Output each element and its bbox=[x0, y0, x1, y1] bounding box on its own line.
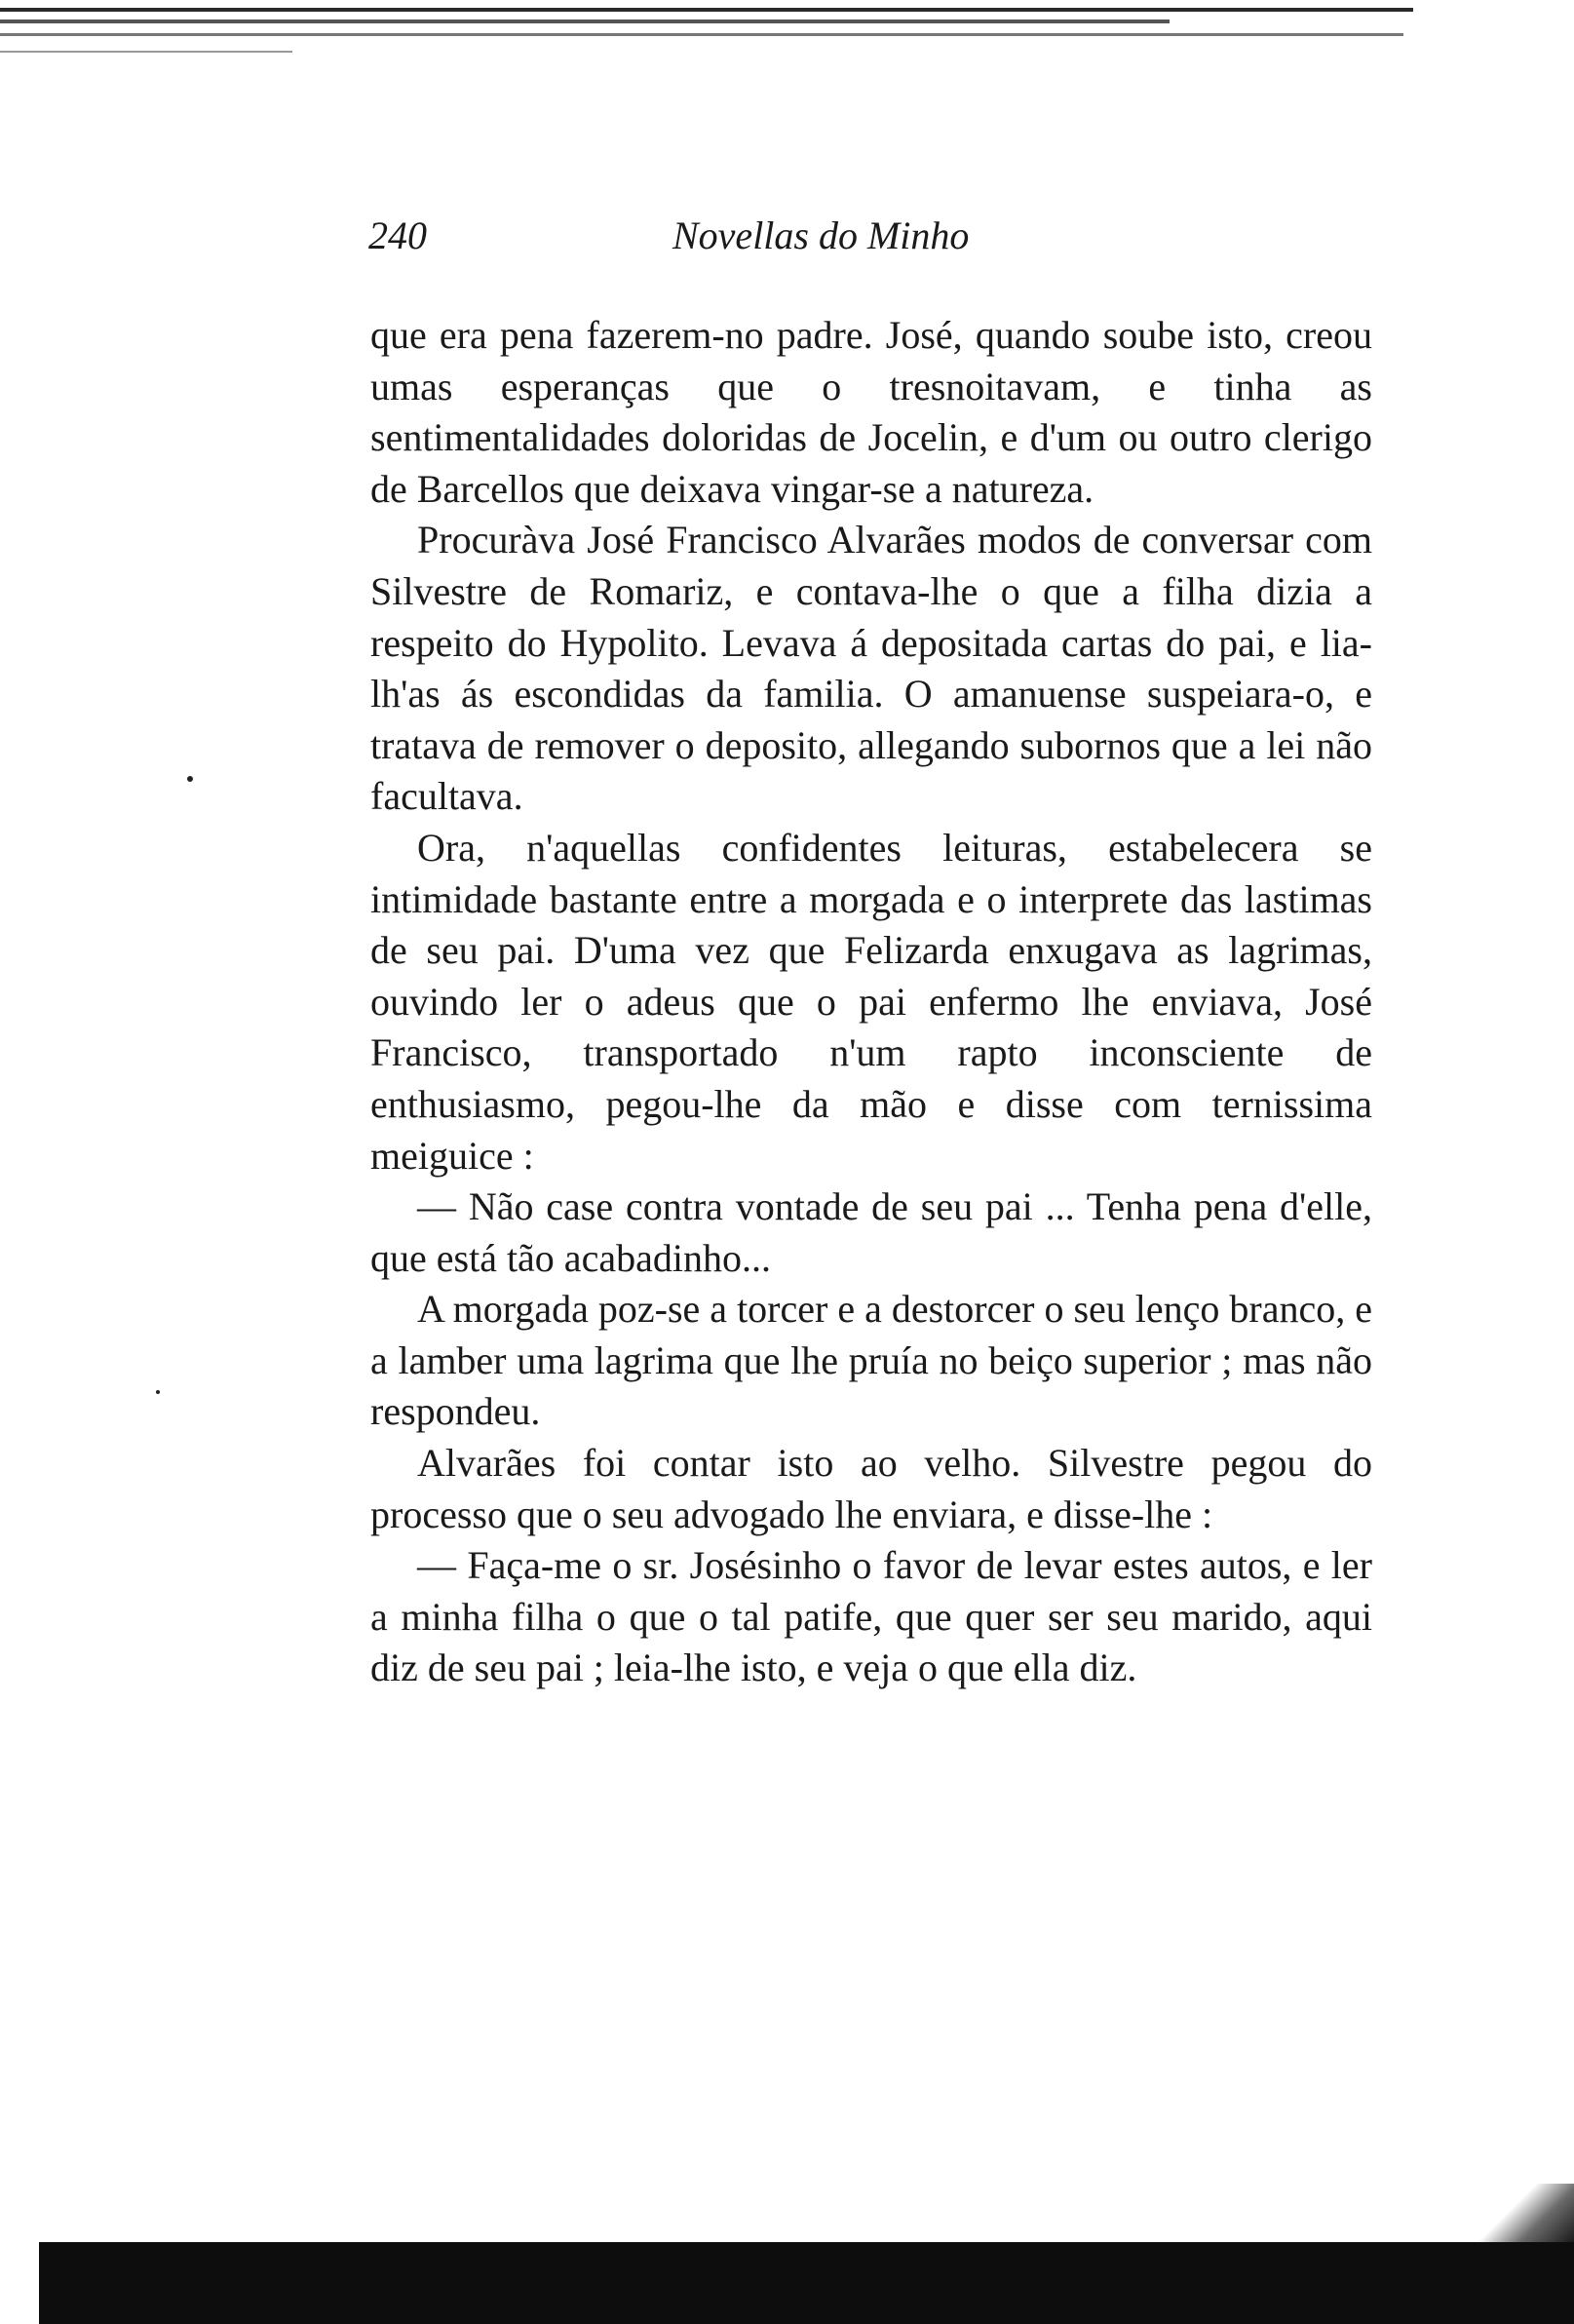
book-title: Novellas do Minho bbox=[672, 213, 970, 257]
scan-edge-top bbox=[0, 0, 1574, 68]
paragraph-1: que era pena fazerem-no padre. José, quando soube isto, creou umas esperanças que o tresnoitavam, e tinha as sentimentalidades doloridas de Jocelin, e d'um ou outro clerigo de Barcellos que deixava vingar-se a natureza. bbox=[370, 313, 1372, 511]
paragraph-7-dialogue: — Faça-me o sr. Josésinho o favor de levar estes autos, e ler a minha filha o que o tal patife, que quer ser seu marido, aqui diz de seu pai ; leia-lhe isto, e veja o que ella diz. bbox=[370, 1543, 1372, 1690]
page-corner-shadow bbox=[1418, 2184, 1574, 2242]
running-head bbox=[368, 213, 1070, 271]
page-number: 240 bbox=[368, 213, 427, 257]
paragraph-3: Ora, n'aquellas confidentes leituras, estabelecera se intimidade bastante entre a morgada e o interprete das lastimas de seu pai. D'uma vez que Felizarda enxugava as lagrimas, ouvindo ler o adeus que o pai enfermo lhe enviava, José Francisco, transportado n'um rapto inconsciente de enthusiasmo, pegou-lhe da mão e disse com ternissima meiguice : bbox=[370, 825, 1372, 1178]
paragraph-4-dialogue: — Não case contra vontade de seu pai ... Tenha pena d'elle, que está tão acabadinho... bbox=[370, 1184, 1372, 1280]
ink-speck bbox=[156, 1390, 160, 1394]
paragraph-2: Procuràva José Francisco Alvarães modos de conversar com Silvestre de Romariz, e contava-lhe o que a filha dizia a respeito do Hypolito. Levava á depositada cartas do pai, e lia-lh'as ás escondidas da familia. O amanuense suspei⁤ara-o, e tratava de remover o deposito, allegando subornos que a lei não facultava. bbox=[370, 518, 1372, 819]
scan-edge-bottom bbox=[39, 2242, 1574, 2324]
paragraph-6: Alvarães foi contar isto ao velho. Silvestre pegou do processo que o seu advogado lhe enviara, e disse-lhe : bbox=[370, 1441, 1372, 1536]
body-text bbox=[370, 310, 1372, 1694]
paragraph-5: A morgada poz-se a torcer e a destorcer o seu lenço branco, e a lamber uma lagrima que lhe pruía no beiço superior ; mas não respondeu. bbox=[370, 1287, 1372, 1434]
ink-speck bbox=[187, 776, 193, 782]
